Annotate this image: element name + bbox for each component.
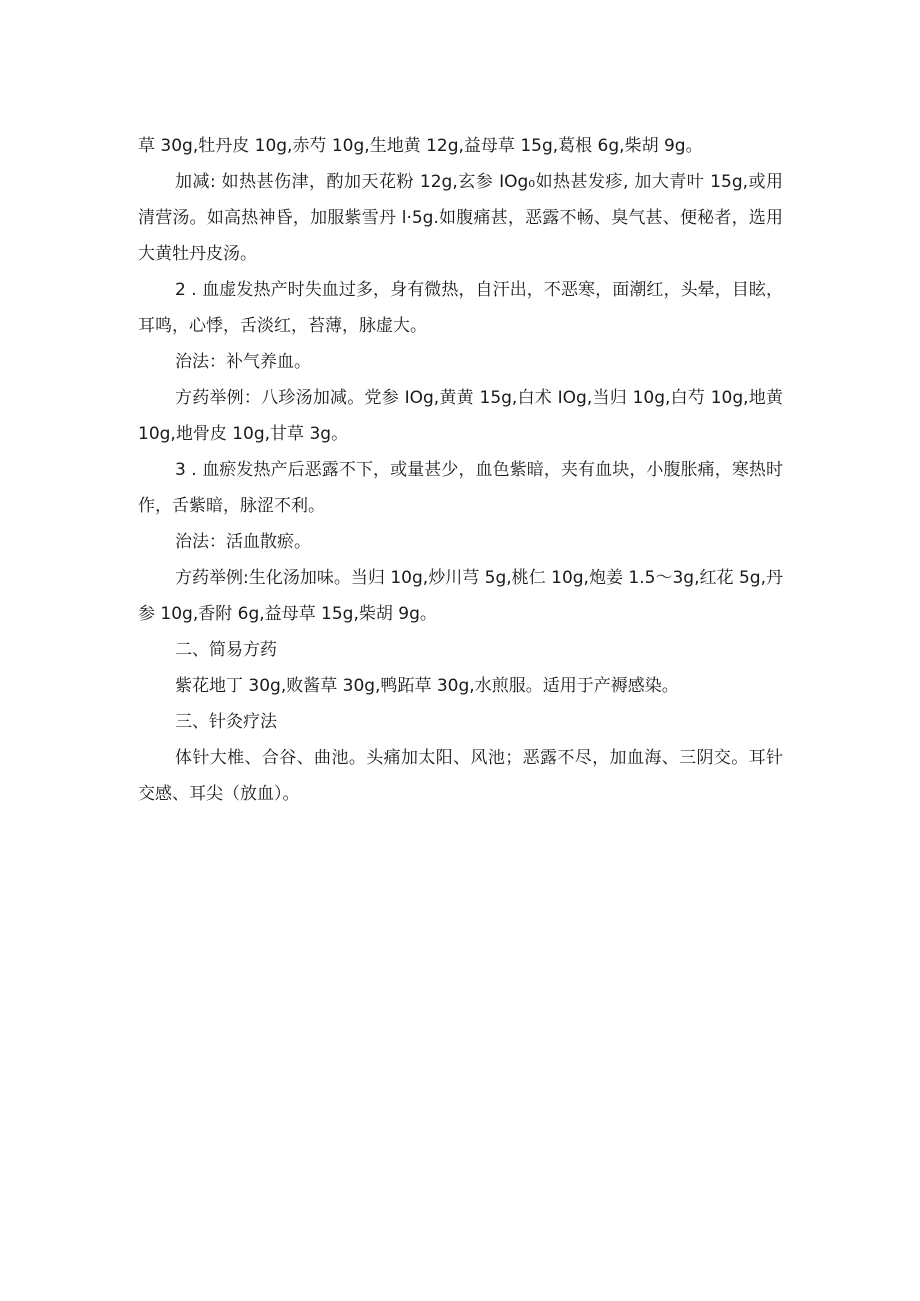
paragraph-simple-formula: 紫花地丁 30g,败酱草 30g,鸭跖草 30g,水煎服。适用于产褥感染。 — [175, 676, 679, 696]
paragraph-modifications: 加减: 如热甚伤津，酌加天花粉 12g,玄参 IOg₀如热甚发疹, 加大青叶 15g,或用清营汤。如高热神昏，加服紫雪丹 l·5g.如腹痛甚，恶露不畅、臭气甚、便秘者，选用大黄牡丹皮汤。 — [138, 172, 783, 264]
paragraph-blood-deficiency-fever: 2 . 血虚发热产时失血过多，身有微热，自汗出，不恶寒，面潮红，头晕，目眩，耳鸣，心悸，舌淡红，苔薄，脉虚大。 — [138, 280, 783, 336]
document-body — [138, 128, 783, 812]
paragraph-blood-stasis-fever: 3 . 血瘀发热产后恶露不下，或量甚少，血色紫暗，夹有血块，小腹胀痛，寒热时作，舌紫暗，脉涩不利。 — [138, 460, 783, 516]
paragraph-prescription-bazhen: 方药举例：八珍汤加减。党参 IOg,黄黄 15g,白术 IOg,当归 10g,白芍 10g,地黄 10g,地骨皮 10g,甘草 3g。 — [138, 388, 783, 444]
paragraph-treatment-stasis: 治法：活血散瘀。 — [175, 532, 311, 552]
section-heading-acupuncture: 三、针灸疗法 — [175, 712, 277, 732]
section-heading-simple-formulas: 二、简易方药 — [175, 640, 277, 660]
paragraph-acupuncture: 体针大椎、合谷、曲池。头痛加太阳、风池；恶露不尽，加血海、三阴交。耳针交感、耳尖（放血）。 — [138, 748, 783, 804]
paragraph-treatment-qi-blood: 治法：补气养血。 — [175, 352, 311, 372]
paragraph-prescription-shenghua: 方药举例:生化汤加味。当归 10g,炒川芎 5g,桃仁 10g,炮姜 1.5～3g,红花 5g,丹参 10g,香附 6g,益母草 15g,柴胡 9g。 — [138, 568, 783, 624]
paragraph-formula-continuation: 草 30g,牡丹皮 10g,赤芍 10g,生地黄 12g,益母草 15g,葛根 6g,柴胡 9g。 — [138, 136, 703, 156]
